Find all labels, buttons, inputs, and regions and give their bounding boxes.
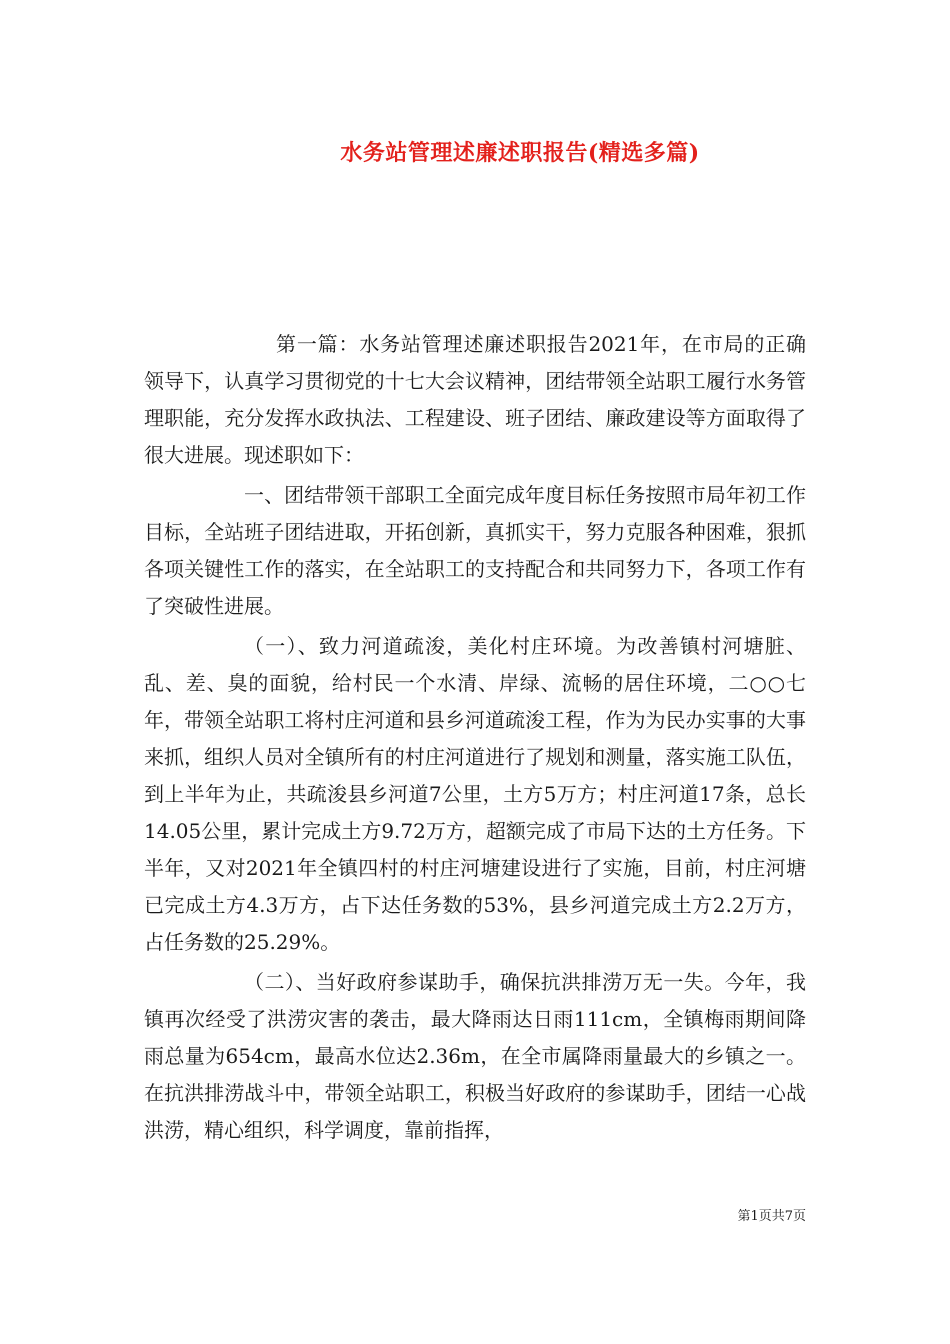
page-number-footer: 第1页共7页: [737, 1209, 806, 1224]
paragraph-item-one: （一）、致力河道疏浚，美化村庄环境。为改善镇村河塘脏、乱、差、臭的面貌，给村民一个水清、岸绿、流畅的居住环境，二○○七年，带领全站职工将村庄河道和县乡河道疏浚工程，作为为民办实事的大事来抓，组织人员对全镇所有的村庄河道进行了规划和测量，落实施工队伍，到上半年为止，共疏浚县乡河道7公里，土方5万方；村庄河道17条，总长14.05公里，累计完成土方9.72万方，超额完成了市局下达的土方任务。下半年，又对2021年全镇四村的村庄河塘建设进行了实施，目前，村庄河塘已完成土方4.3万方，占下达任务数的53%，县乡河道完成土方2.2万方，占任务数的25.29%。: [144, 634, 806, 954]
paragraph-intro: 第一篇：水务站管理述廉述职报告2021年，在市局的正确领导下，认真学习贯彻党的十七大会议精神，团结带领全站职工履行水务管理职能，充分发挥水政执法、工程建设、班子团结、廉政建设等方面取得了很大进展。现述职如下：: [144, 332, 806, 467]
document-title: 水务站管理述廉述职报告(精选多篇): [340, 140, 700, 166]
document-body: [144, 326, 806, 1149]
paragraph-section-one: 一、团结带领干部职工全面完成年度目标任务按照市局年初工作目标，全站班子团结进取，开拓创新，真抓实干，努力克服各种困难，狠抓各项关键性工作的落实，在全站职工的支持配合和共同努力下，各项工作有了突破性进展。: [144, 483, 806, 618]
paragraph-item-two: （二）、当好政府参谋助手，确保抗洪排涝万无一失。今年，我镇再次经受了洪涝灾害的袭击，最大降雨达日雨111cm，全镇梅雨期间降雨总量为654cm，最高水位达2.36m，在全市属降雨量最大的乡镇之一。在抗洪排涝战斗中，带领全站职工，积极当好政府的参谋助手，团结一心战洪涝，精心组织，科学调度，靠前指挥，: [144, 970, 806, 1142]
